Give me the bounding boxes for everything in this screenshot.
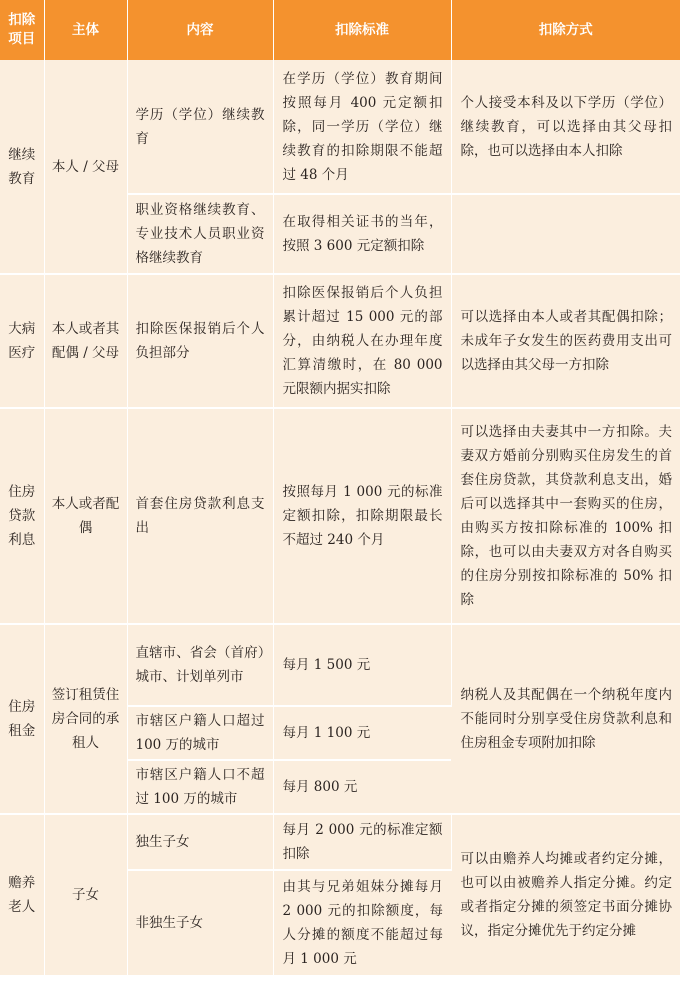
content-elderly-only-child: 独生子女 [127, 814, 273, 870]
method-rent: 纳税人及其配偶在一个纳税年度内不能同时分别享受住房贷款利息和住房租金专项附加扣除 [451, 624, 680, 814]
header-project: 扣除项目 [0, 0, 44, 60]
header-method: 扣除方式 [451, 0, 680, 60]
subject-education: 本人 / 父母 [44, 60, 127, 274]
subject-medical: 本人或者其配偶 / 父母 [44, 274, 127, 408]
table-row [0, 624, 680, 706]
content-education-degree: 学历（学位）继续教育 [127, 60, 273, 194]
header-subject: 主体 [44, 0, 127, 60]
category-medical: 大病医疗 [0, 274, 44, 408]
standard-housing-loan: 按照每月 1 000 元的标准定额扣除，扣除期限最长不超过 240 个月 [273, 408, 451, 624]
method-medical: 可以选择由本人或者其配偶扣除；未成年子女发生的医药费用支出可以选择由其父母一方扣除 [451, 274, 680, 408]
subject-housing-loan: 本人或者配偶 [44, 408, 127, 624]
header-row [0, 0, 680, 60]
method-elderly: 可以由赡养人均摊或者约定分摊，也可以由被赡养人指定分摊。约定或者指定分摊的须签定书面分摊协议，指定分摊优先于约定分摊 [451, 814, 680, 976]
standard-education-degree: 在学历（学位）教育期间按照每月 400 元定额扣除，同一学历（学位）继续教育的扣除期限不能超过 48 个月 [273, 60, 451, 194]
standard-rent-tier3: 每月 800 元 [273, 760, 451, 814]
content-rent-tier2: 市辖区户籍人口超过 100 万的城市 [127, 706, 273, 760]
header-content: 内容 [127, 0, 273, 60]
content-education-vocational: 职业资格继续教育、专业技术人员职业资格继续教育 [127, 194, 273, 274]
content-rent-tier1: 直辖市、省会（首府）城市、计划单列市 [127, 624, 273, 706]
standard-rent-tier1: 每月 1 500 元 [273, 624, 451, 706]
method-housing-loan: 可以选择由夫妻其中一方扣除。夫妻双方婚前分别购买住房发生的首套住房贷款，其贷款利息支出，婚后可以选择其中一套购买的住房，由购买方按扣除标准的 100% 扣除，也可以由夫妻双方对各自购买的住房分别按扣除标准的 50% 扣除 [451, 408, 680, 624]
table-row [0, 274, 680, 408]
table-row [0, 814, 680, 870]
content-housing-loan: 首套住房贷款利息支出 [127, 408, 273, 624]
category-education: 继续教育 [0, 60, 44, 274]
standard-education-vocational: 在取得相关证书的当年，按照 3 600 元定额扣除 [273, 194, 451, 274]
table-row [0, 60, 680, 194]
subject-elderly: 子女 [44, 814, 127, 976]
method-education-vocational [451, 194, 680, 274]
table-row [0, 408, 680, 624]
content-rent-tier3: 市辖区户籍人口不超过 100 万的城市 [127, 760, 273, 814]
standard-elderly-non-only-child: 由其与兄弟姐妹分摊每月 2 000 元的扣除额度，每人分摊的额度不能超过每月 1 000 元 [273, 870, 451, 976]
standard-elderly-only-child: 每月 2 000 元的标准定额扣除 [273, 814, 451, 870]
standard-rent-tier2: 每月 1 100 元 [273, 706, 451, 760]
standard-medical: 扣除医保报销后个人负担累计超过 15 000 元的部分，由纳税人在办理年度汇算清缴时，在 80 000 元限额内据实扣除 [273, 274, 451, 408]
method-education-degree: 个人接受本科及以下学历（学位）继续教育，可以选择由其父母扣除，也可以选择由本人扣除 [451, 60, 680, 194]
header-standard: 扣除标准 [273, 0, 451, 60]
category-rent: 住房租金 [0, 624, 44, 814]
content-elderly-non-only-child: 非独生子女 [127, 870, 273, 976]
category-housing-loan: 住房贷款利息 [0, 408, 44, 624]
content-medical: 扣除医保报销后个人负担部分 [127, 274, 273, 408]
category-elderly: 赡养老人 [0, 814, 44, 976]
subject-rent: 签订租赁住房合同的承租人 [44, 624, 127, 814]
